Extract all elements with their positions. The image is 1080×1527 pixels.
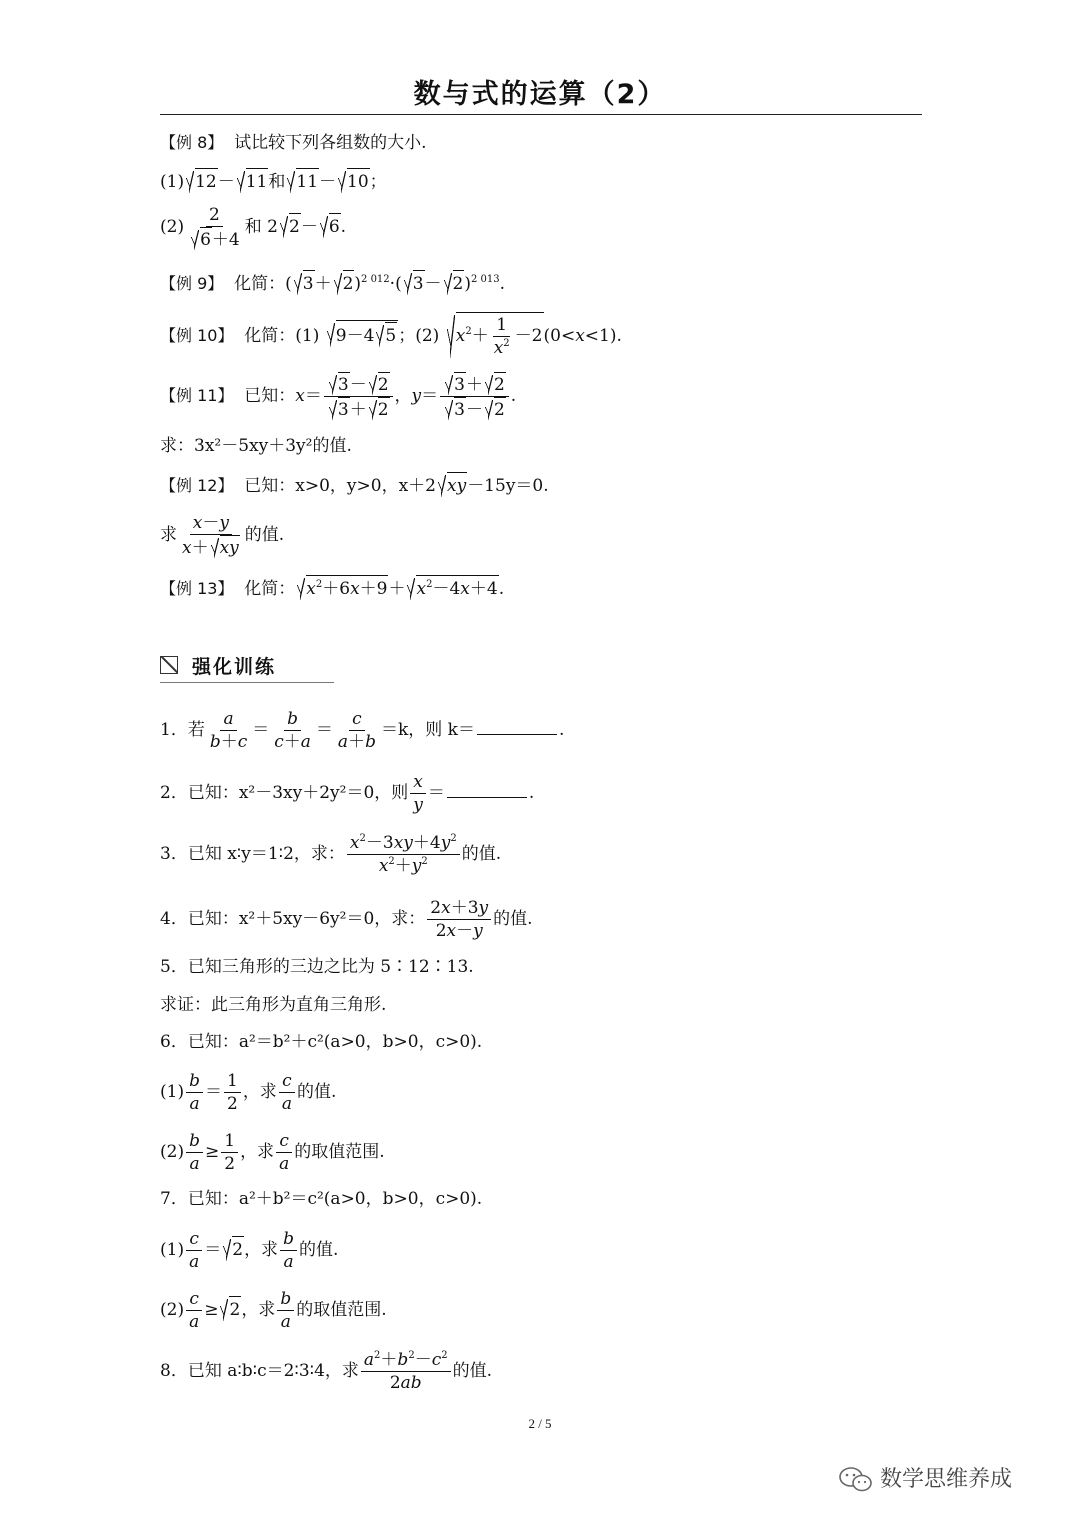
example-12-ask: 求 $\frac{x-y}{x+ xy}$ 的值.: [160, 513, 285, 558]
exercise-6-part-1: (1) $\frac{b}{a}$ ＝ $\frac{1}{2}$ ，求 $\frac{c}{a}$ 的值.: [160, 1071, 337, 1114]
watermark-text: 数学思维养成: [880, 1467, 1013, 1492]
page-number: 2 / 5: [528, 1416, 552, 1431]
example-10: 【例 10】 化简：(1) 9－4 5 ；(2) $x^2+$ $\frac{1}{x^2}$ －2(0<x<1).: [160, 312, 622, 359]
example-11-ask: 求：3x²－5xy＋3y²的值.: [160, 436, 352, 456]
answer-blank[interactable]: [477, 716, 557, 735]
exercise-6: 6．已知：a²＝b²＋c²(a>0，b>0，c>0).: [160, 1032, 483, 1052]
title-rule: [160, 114, 922, 115]
exercise-7-part-1: (1) $\frac{c}{a}$ ＝ 2，求 $\frac{b}{a}$ 的值.: [160, 1229, 339, 1272]
exercise-6-part-2: (2) $\frac{b}{a}$ ≥ $\frac{1}{2}$ ，求 $\frac{c}{a}$ 的取值范围.: [160, 1131, 385, 1174]
example-12: 【例 12】 已知：x>0，y>0，x＋2 xy－15y＝0.: [160, 472, 549, 498]
watermark: [838, 1462, 1012, 1494]
example-8-tag: 【例 8】: [160, 133, 224, 152]
example-8-part-1: (1) 12－ 11和 11－ 10；: [160, 168, 387, 194]
exercise-8: 8．已知 a∶b∶c＝2∶3∶4，求 $\frac{a^2+b^2-c^2}{2ab}$ 的值.: [160, 1350, 492, 1393]
answer-blank[interactable]: [447, 779, 527, 798]
exercise-7-part-2: (2) $\frac{c}{a}$ ≥ 2，求 $\frac{b}{a}$ 的取值范围.: [160, 1289, 387, 1332]
exercise-5-line-1: 5．已知三角形的三边之比为 5∶12∶13.: [160, 957, 474, 977]
exercise-4: 4．已知：x²＋5xy－6y²＝0，求： $\frac{2x+3y}{2x-y}$ 的值.: [160, 898, 533, 941]
example-8-text: 试比较下列各组数的大小.: [234, 133, 427, 153]
exercise-7: 7．已知：a²＋b²＝c²(a>0，b>0，c>0).: [160, 1189, 483, 1209]
section-label: 强化训练: [192, 656, 277, 678]
exercise-3: 3．已知 x∶y＝1∶2，求： $\frac{x^2-3xy+4y^2}{x^2+y^2}$ 的值.: [160, 833, 502, 876]
example-11: 【例 11】 已知：x＝ $\frac{3- 2}{3+ 2}$ ，y＝ $\frac{3+ 2}{3- 2}$ .: [160, 372, 516, 421]
section-header: [160, 652, 334, 683]
section-icon: [160, 656, 178, 674]
exercise-1: 1．若 $\frac{a}{b+c}$ ＝ $\frac{b}{c+a}$ ＝ $\frac{c}{a+b}$ ＝k，则 k＝ .: [160, 709, 565, 752]
example-13: 【例 13】 化简： $x^2+6x+9+ x^2-4x+4$.: [160, 575, 504, 601]
wechat-icon: [838, 1466, 874, 1494]
exercise-2: 2．已知：x²－3xy＋2y²＝0，则 $\frac{x}{y}$ ＝ .: [160, 772, 535, 815]
example-9: 【例 9】 化简：( 3＋ 2)$^{2 012}$·( 3－ 2)$^{2 013}$.: [160, 270, 505, 296]
example-8: [160, 131, 427, 155]
page-title: 数与式的运算（2）: [413, 79, 667, 110]
exercise-5-line-2: 求证：此三角形为直角三角形.: [160, 995, 387, 1015]
example-8-part-2: (2) $\frac{2}{6+4}$ 和 2 2－ 6.: [160, 205, 347, 250]
